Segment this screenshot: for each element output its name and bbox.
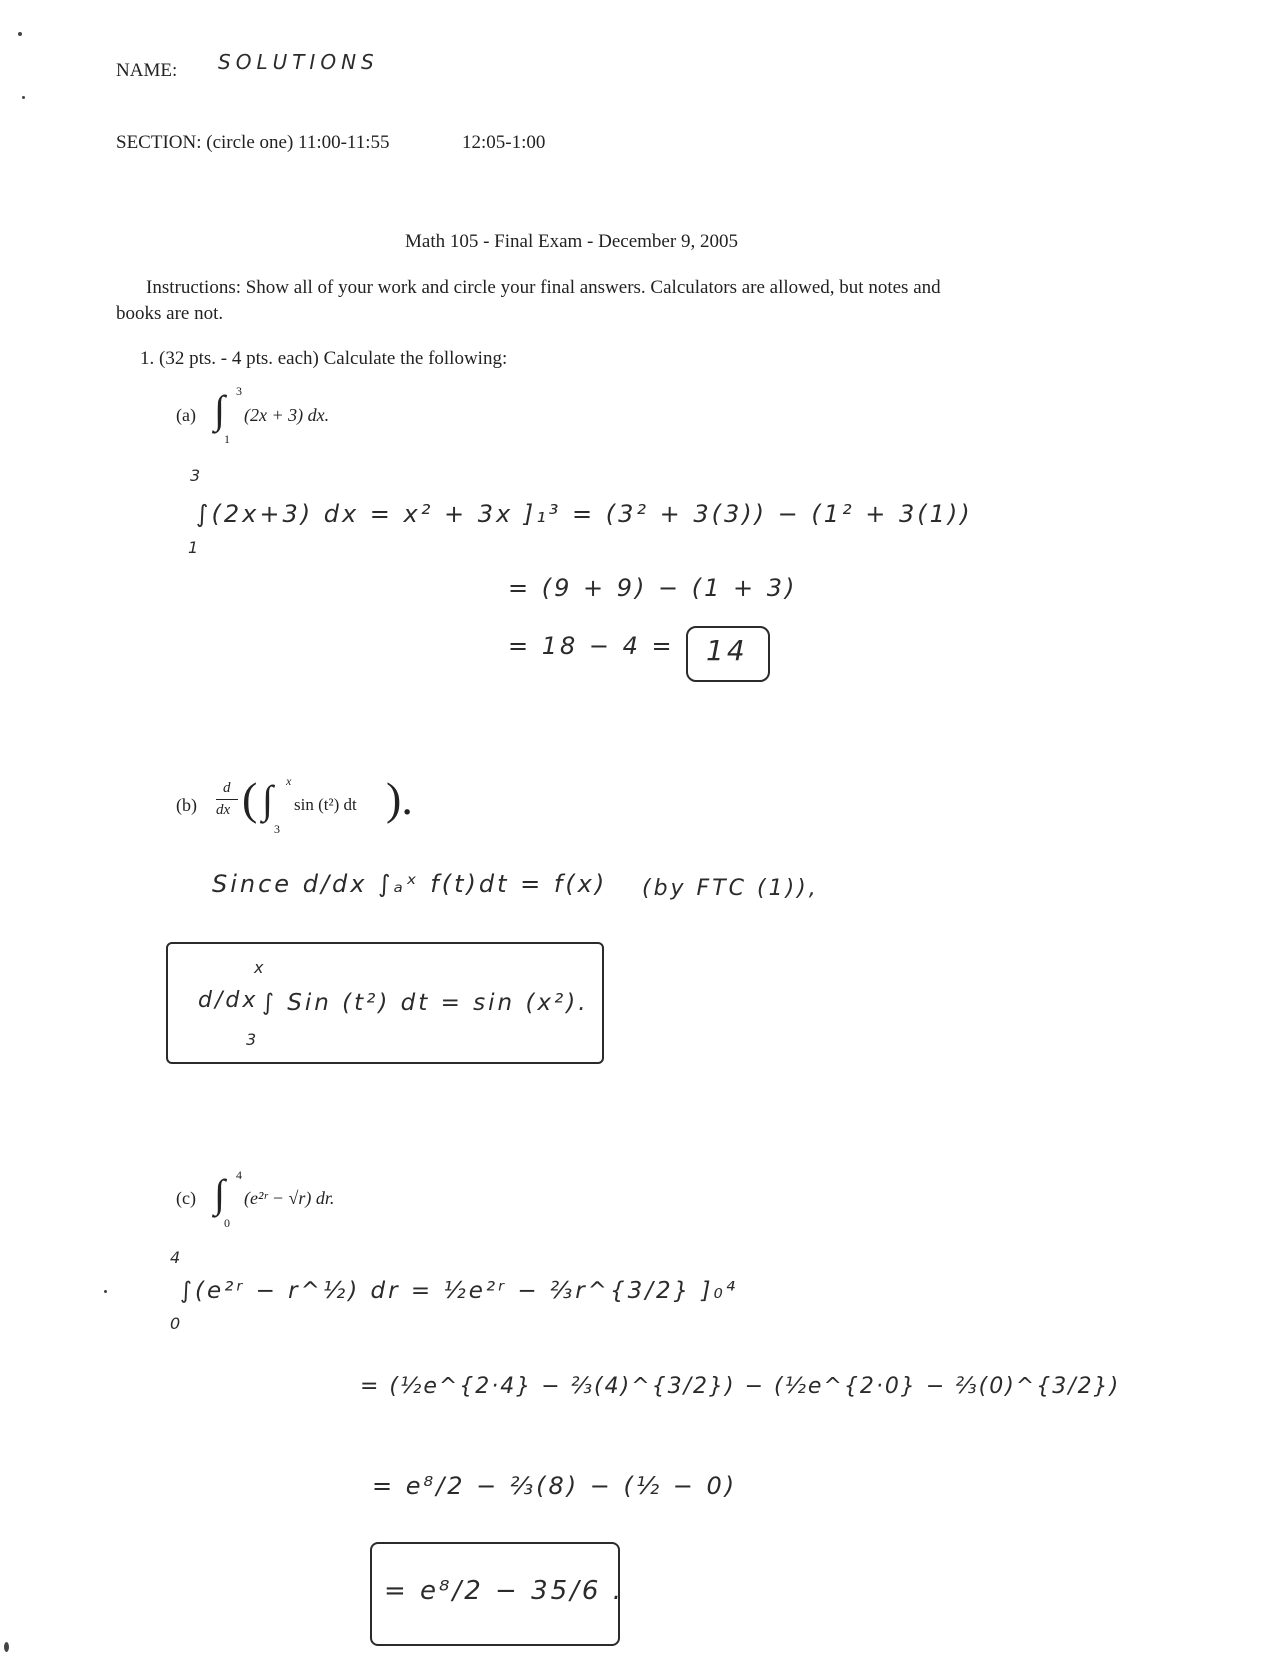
exam-title: Math 105 - Final Exam - December 9, 2005: [405, 231, 738, 252]
right-paren: ).: [386, 773, 413, 824]
part-b-upper-limit: x: [286, 774, 292, 788]
part-c-answer: = e⁸/2 − 35/6 .: [384, 1576, 624, 1606]
part-a-work-upper: 3: [190, 466, 204, 485]
part-c-upper-limit: 4: [236, 1168, 242, 1182]
fraction-bar: [216, 799, 238, 800]
part-c-integrand: (e²ʳ − √r) dr.: [244, 1188, 335, 1208]
integral-sign-icon: ∫: [214, 387, 225, 432]
part-c-work-line-2: = (½e^{2·4} − ⅔(4)^{3/2}) − (½e^{2·0} − ⅔(0)^{3/2}): [360, 1374, 1121, 1399]
part-b-ftc-note: (by FTC (1)),: [642, 876, 819, 901]
scan-speck: [18, 32, 22, 36]
part-b-answer-upper: x: [254, 958, 267, 977]
part-c-label: (c): [176, 1188, 196, 1208]
part-a-label: (a): [176, 405, 196, 425]
part-b-lower-limit: 3: [274, 822, 280, 836]
part-a-work-line-2: = (9 + 9) − (1 + 3): [508, 574, 798, 602]
part-c-work-line-1: ∫(e²ʳ − r^½) dr = ½e²ʳ − ⅔r^{3/2} ]₀⁴: [180, 1278, 738, 1304]
part-b-d-denominator: dx: [216, 802, 231, 818]
part-b-integrand: sin (t²) dt: [294, 795, 357, 814]
scan-speck: [4, 1642, 9, 1652]
problem-1-heading: 1. (32 pts. - 4 pts. each) Calculate the following:: [140, 348, 508, 369]
part-b-d-numerator: d: [223, 780, 231, 796]
part-a-work-lower: 1: [188, 538, 202, 557]
instructions-line-2: books are not.: [116, 303, 224, 324]
name-value-handwritten: SOLUTIONS: [218, 50, 379, 74]
part-b-answer-prefix: d/dx: [198, 988, 259, 1013]
integral-sign-icon: ∫: [262, 777, 273, 822]
section-alt-option: 12:05-1:00: [462, 132, 546, 153]
part-c-work-line-3: = e⁸/2 − ⅔(8) − (½ − 0): [372, 1472, 738, 1500]
name-label: NAME:: [116, 60, 178, 81]
part-a-answer: 14: [706, 634, 748, 667]
part-a-work-line-3: = 18 − 4 =: [508, 632, 675, 660]
part-b-answer-lower: 3: [246, 1030, 260, 1049]
part-a-upper-limit: 3: [236, 384, 242, 398]
part-b-answer-body: ∫ Sin (t²) dt = sin (x²).: [262, 990, 589, 1016]
part-a-integrand: (2x + 3) dx.: [244, 405, 330, 425]
part-c-work-lower: 0: [170, 1314, 184, 1333]
part-a-lower-limit: 1: [224, 432, 230, 446]
scan-speck: [22, 96, 25, 99]
section-label: SECTION: (circle one) 11:00-11:55: [116, 132, 390, 153]
part-a-work-line-1: ∫(2x+3) dx = x² + 3x ]₁³ = (3² + 3(3)) − (1² + 3(1)): [196, 500, 973, 528]
part-b-label: (b): [176, 795, 197, 815]
part-c-work-upper: 4: [170, 1248, 184, 1267]
part-c-lower-limit: 0: [224, 1216, 230, 1230]
integral-sign-icon: ∫: [214, 1171, 225, 1216]
instructions-line-1: Instructions: Show all of your work and circle your final answers. Calculators are allowed, but notes and: [146, 277, 941, 298]
left-paren: (: [242, 773, 258, 824]
part-b-work-line-1: Since d/dx ∫ₐˣ f(t)dt = f(x): [212, 870, 608, 898]
scan-speck: [104, 1290, 107, 1293]
